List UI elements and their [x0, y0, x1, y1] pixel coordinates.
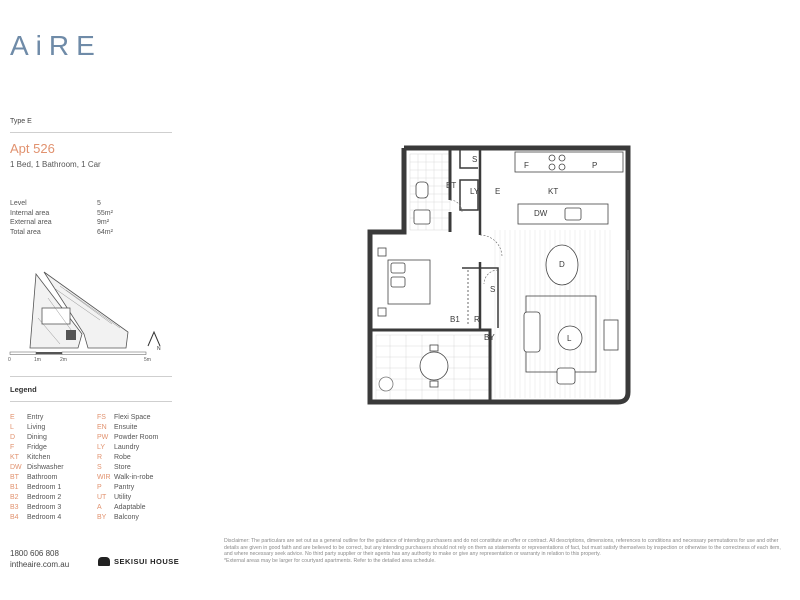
room-label-store: S	[472, 155, 478, 164]
legend-column-2	[97, 413, 187, 523]
kitchen-island	[518, 204, 608, 224]
legend-item: B3 Bedroom 3	[10, 504, 62, 511]
divider	[10, 376, 172, 377]
legend-item: P Pantry	[97, 484, 135, 491]
scale-label-2m: 2m	[60, 357, 67, 363]
legend-item: D Dining	[10, 434, 47, 441]
legend-item: WIR Walk-in-robe	[97, 474, 154, 481]
bedside-table	[378, 248, 386, 256]
disclaimer-text: Disclaimer: The particulars are set out as a general outline for the guidance of intending purchasers and do not constitute an offer or contract. All descriptions, dimensions, references to conditions and necessary permutations for use and other details are given in good faith and are believed to be correct, but any intending purchasers should not rely on them as statements or representations of fact, but must satisfy themselves by inspection or otherwise to the correctness of each item, and where necessary seek advice. No third party supplier or their agents has any authority to make or give any representation or warranty in relation to this property.	[224, 538, 781, 558]
room-label-pantry: P	[592, 161, 598, 170]
legend-item: A Adaptable	[97, 504, 146, 511]
divider	[10, 132, 172, 133]
legend-item: BT Bathroom	[10, 474, 58, 481]
scale-label-5m: 5m	[144, 357, 151, 363]
website: intheaire.com.au	[10, 560, 70, 569]
contact-details	[10, 548, 69, 570]
sink-icon	[565, 208, 581, 220]
room-label-bedroom-1: B1	[450, 315, 460, 324]
legend-item: B2 Bedroom 2	[10, 494, 62, 501]
bedside-table	[378, 308, 386, 316]
room-label-bathroom: BT	[446, 181, 457, 190]
divider	[10, 401, 172, 402]
doors	[450, 200, 502, 284]
scale-label-1m: 1m	[34, 357, 41, 363]
aire-logo: AiRE	[10, 30, 102, 61]
kitchen-bench	[515, 152, 623, 172]
type-label: Type E	[10, 118, 32, 125]
store-door-swing	[484, 270, 498, 284]
cooktop-burner	[559, 164, 565, 170]
area-stats	[10, 199, 113, 237]
disclaimer	[224, 538, 790, 564]
room-label-fridge: F	[524, 161, 529, 170]
balcony-table	[420, 352, 448, 380]
legend-item: PW Powder Room	[97, 434, 159, 441]
legend-item: E Entry	[10, 414, 44, 421]
room-label-balcony: BY	[484, 333, 495, 342]
stat-internal-area: Internal area 55m²	[10, 209, 113, 217]
toilet-icon	[416, 182, 428, 198]
footnote-text: *External areas may be larger for courtyard apartments. Refer to the detailed area schedule.	[224, 557, 436, 564]
key-plan-courtyard	[42, 308, 70, 324]
developer-logo	[98, 557, 179, 566]
legend-column-1	[10, 413, 100, 523]
developer-name: SEKISUI HOUSE	[114, 557, 180, 566]
cooktop-burner	[559, 155, 565, 161]
room-label-dining: D	[559, 260, 565, 269]
legend-item: B1 Bedroom 1	[10, 484, 62, 491]
legend-title: Legend	[10, 385, 37, 394]
key-plan	[8, 268, 168, 364]
legend-item: R Robe	[97, 454, 131, 461]
legend-item: DW Dishwasher	[10, 464, 64, 471]
room-label-living: L	[567, 334, 572, 343]
legend-item: UT Utility	[97, 494, 132, 501]
floor-plan	[350, 140, 650, 410]
legend-item: KT Kitchen	[10, 454, 51, 461]
room-label-robe: R	[474, 315, 480, 324]
sofa-icon	[524, 312, 540, 352]
room-label-laundry: LY	[470, 187, 480, 196]
room-label-entry: E	[495, 187, 501, 196]
entry-door-swing	[480, 235, 502, 257]
svg-text:N: N	[157, 346, 161, 352]
north-arrow-icon	[148, 332, 161, 352]
phone-number: 1800 606 808	[10, 549, 59, 558]
stat-level: Level 5	[10, 200, 101, 207]
room-label-kitchen: KT	[548, 187, 559, 196]
pillow-icon	[391, 263, 405, 273]
scale-label-0: 0	[8, 357, 11, 363]
plant-icon	[379, 377, 393, 391]
legend-item: S Store	[97, 464, 131, 471]
stat-external-area: External area 9m²	[10, 219, 110, 226]
apartment-title: Apt 526	[10, 141, 55, 156]
apartment-summary: 1 Bed, 1 Bathroom, 1 Car	[10, 160, 101, 169]
legend-item: B4 Bedroom 4	[10, 514, 62, 521]
living-furniture	[524, 245, 618, 384]
basin-icon	[414, 210, 430, 224]
pillow-icon	[391, 277, 405, 287]
scale-bar	[8, 352, 151, 363]
room-label-dishwasher: DW	[534, 209, 548, 218]
legend-item: BY Balcony	[97, 514, 139, 521]
cooktop-burner	[549, 155, 555, 161]
stat-total-area: Total area 64m²	[10, 228, 113, 236]
legend-item: FS Flexi Space	[97, 414, 151, 421]
balcony-chair	[430, 345, 438, 351]
legend-item: EN Ensuite	[97, 424, 138, 431]
sekisui-house-icon	[98, 557, 110, 566]
balcony-chair	[430, 381, 438, 387]
room-label-store: S	[490, 285, 496, 294]
armchair-icon	[557, 368, 575, 384]
tv-unit	[604, 320, 618, 350]
room-labels	[446, 155, 597, 343]
key-plan-unit-highlight	[66, 330, 76, 340]
kitchen	[515, 152, 623, 224]
legend-item: F Fridge	[10, 444, 47, 451]
cooktop-burner	[549, 164, 555, 170]
legend-item: L Living	[10, 424, 46, 431]
legend-item: LY Laundry	[97, 444, 140, 451]
